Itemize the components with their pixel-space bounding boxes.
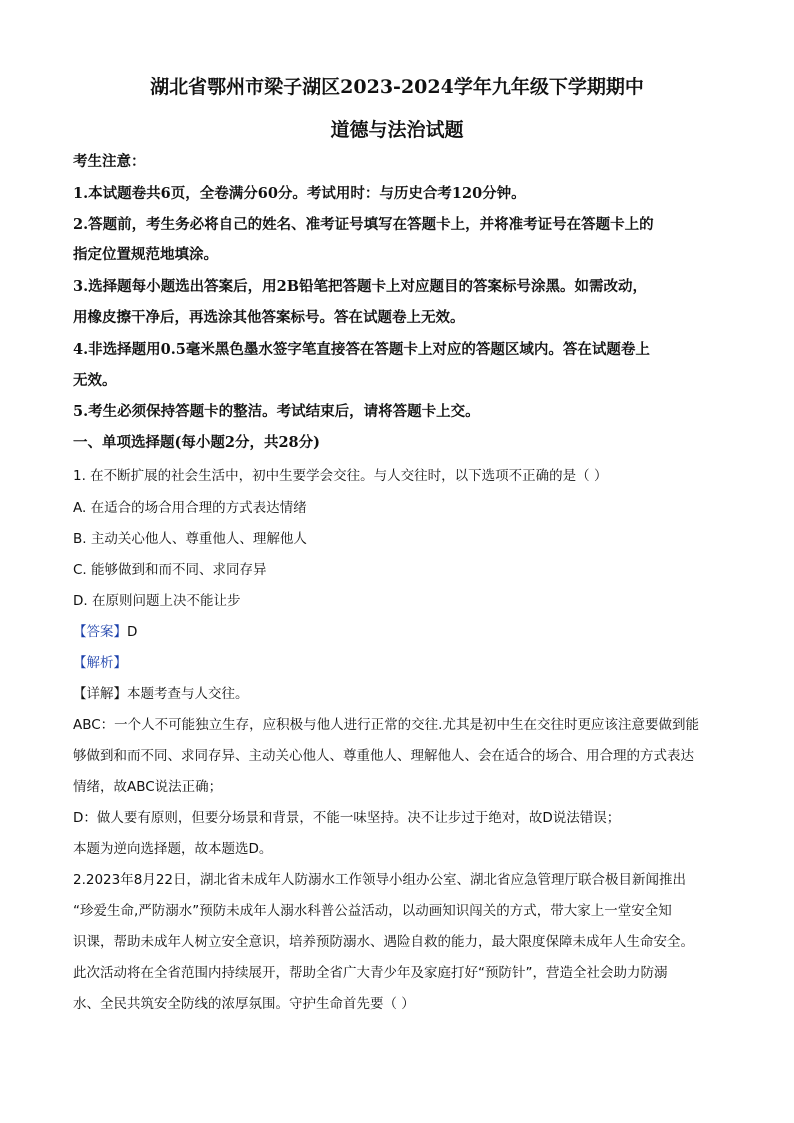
detail-row <box>73 682 723 703</box>
notice-line: 1.本试题卷共6页，全卷满分60分。考试用时：与历史合考120分钟。 <box>73 185 526 202</box>
exam-subject-title: 道德与法治试题 <box>330 119 464 141</box>
explanation-line: 本题为逆向选择题，故本题选D。 <box>73 841 273 857</box>
notice-line: 指定位置规范地填涂。 <box>73 246 218 263</box>
explanation-line: 情绪，故ABC说法正确； <box>73 779 223 795</box>
question-1-option-c: C. 能够做到和而不同、求同存异 <box>73 562 267 578</box>
section-heading: 一、单项选择题(每小题2分，共28分) <box>73 434 320 451</box>
notice-line: 5.考生必须保持答题卡的整洁。考试结束后，请将答题卡上交。 <box>73 403 480 420</box>
question-2-line: 此次活动将在全省范围内持续展开，帮助全省广大青少年及家庭打好“预防针”，营造全社会助力防溺 <box>73 965 668 981</box>
notice-line: 3.选择题每小题选出答案后，用2B铅笔把答题卡上对应题目的答案标号涂黑。如需改动， <box>73 278 647 295</box>
analysis-row <box>73 651 723 672</box>
notice-heading: 考生注意： <box>73 153 146 170</box>
answer-value: D <box>127 624 138 640</box>
detail-text: 本题考查与人交往。 <box>127 686 249 702</box>
notice-line: 2.答题前，考生务必将自己的姓名、准考证号填写在答题卡上，并将准考证号在答题卡上的 <box>73 216 654 233</box>
question-2-line: 2.2023年8月22日，湖北省未成年人防溺水工作领导小组办公室、湖北省应急管理厅联合极目新闻推出 <box>73 872 687 888</box>
notice-line: 4.非选择题用0.5毫米黑色墨水签字笔直接答在答题卡上对应的答题区域内。答在试题卷上 <box>73 341 650 358</box>
notice-line: 用橡皮擦干净后，再选涂其他答案标号。答在试题卷上无效。 <box>73 309 465 326</box>
question-2-line: 识课，帮助未成年人树立安全意识，培养预防溺水、遇险自救的能力，最大限度保障未成年人生命安全。 <box>73 934 694 950</box>
explanation-line: 够做到和而不同、求同存异、主动关心他人、尊重他人、理解他人、会在适合的场合、用合理的方式表达 <box>73 748 694 764</box>
question-1-stem: 1. 在不断扩展的社会生活中，初中生要学会交往。与人交往时，以下选项不正确的是（ ） <box>73 468 608 484</box>
question-1-option-d: D. 在原则问题上决不能让步 <box>73 593 241 609</box>
question-1-option-b: B. 主动关心他人、尊重他人、理解他人 <box>73 531 307 547</box>
notice-line: 无效。 <box>73 372 117 389</box>
analysis-tag: 【解析】 <box>73 655 127 671</box>
explanation-line: D：做人要有原则，但要分场景和背景，不能一味坚持。决不让步过于绝对，故D说法错误； <box>73 810 621 826</box>
answer-row <box>73 620 723 641</box>
question-1-option-a: A. 在适合的场合用合理的方式表达情绪 <box>73 500 307 516</box>
answer-tag: 【答案】 <box>73 624 127 640</box>
explanation-line: ABC：一个人不可能独立生存，应积极与他人进行正常的交往.尤其是初中生在交往时更应该注意要做到能 <box>73 717 699 733</box>
detail-tag: 【详解】 <box>73 686 127 702</box>
question-2-line: “珍爱生命,严防溺水”预防未成年人溺水科普公益活动，以动画知识闯关的方式，带大家上一堂安全知 <box>73 903 672 919</box>
question-2-line: 水、全民共筑安全防线的浓厚氛围。守护生命首先要（ ） <box>73 996 415 1012</box>
exam-title: 湖北省鄂州市梁子湖区2023-2024学年九年级下学期期中 <box>150 76 644 98</box>
